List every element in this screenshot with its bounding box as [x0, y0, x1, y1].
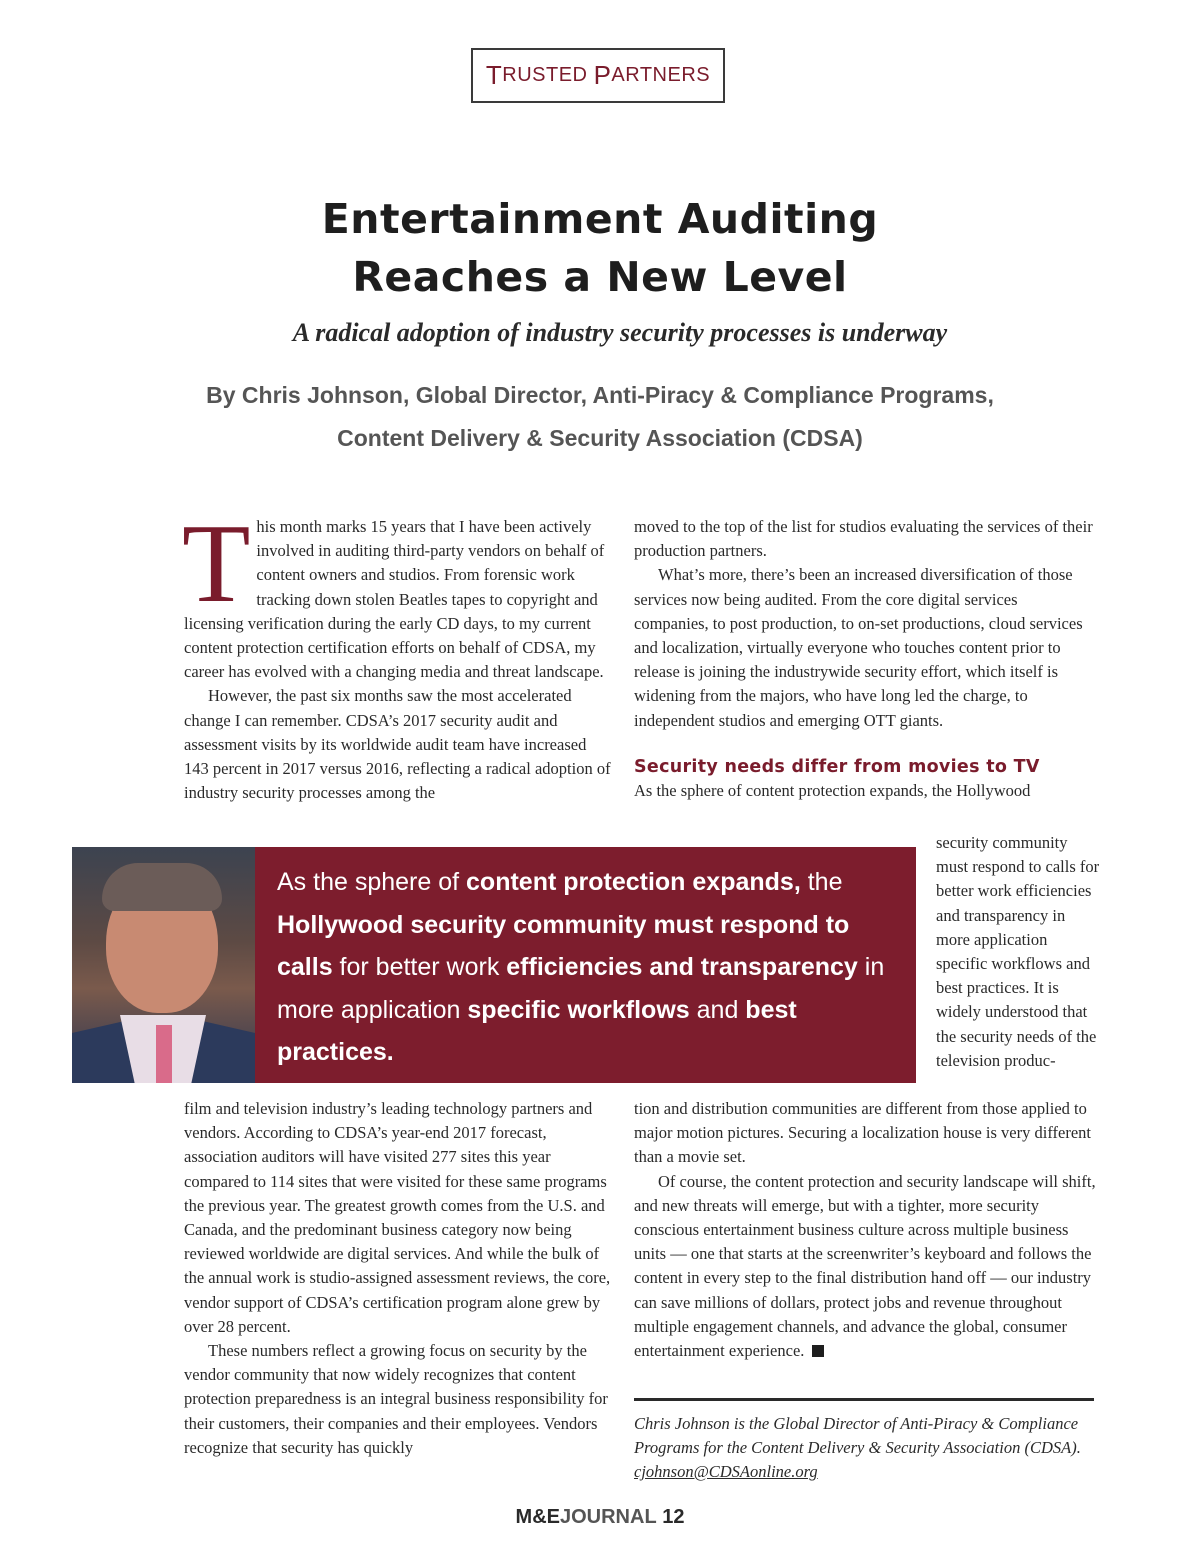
section-tag-word-2: ARTNERS [611, 64, 711, 86]
title-line-2: Reaches a New Level [352, 253, 848, 301]
author-bio [634, 1412, 1104, 1484]
bio-text: Chris Johnson is the Global Director of Anti-Piracy & Compliance Programs for the Content Delivery & Security Association (CDSA). [634, 1414, 1081, 1457]
col2-paragraph-2: What’s more, there’s been an increased diversification of those services now being audited. From the core digital services companies, to post production, to on-set productions, cloud services and localization, virtually everyone who touches content prior to release is joining the industrywide security effort, which itself is widening from the majors, who have long led the charge, to independent studios and emerging OTT giants. [634, 565, 1083, 730]
column-1-bottom [184, 1097, 616, 1460]
footer-journal: JOURNAL [559, 1506, 657, 1528]
col1-paragraph-4: These numbers reflect a growing focus on security by the vendor community that now widely recognizes that content protection preparedness is an integral business responsibility for their customers, their companies and their employees. Vendors recognize that security has quickly [184, 1341, 608, 1457]
column-1-top [182, 502, 612, 805]
footer-brand: M&E [515, 1506, 560, 1528]
byline [100, 374, 1100, 460]
section-subhead: Security needs differ from movies to TV [634, 756, 1040, 777]
byline-line-2: Content Delivery & Security Association (CDSA) [337, 425, 863, 451]
col2-paragraph-5: Of course, the content protection and security landscape will shift, and new threats will emerge, but with a tighter, more security conscious entertainment business culture across multiple business units — one that starts at the screenwriter’s keyboard and follows the content in every step to the final distribution hand off — our industry can save millions of dollars, protect jobs and revenue throughout multiple engagement channels, and advance the global, consumer entertainment experience. [634, 1171, 1096, 1361]
col1-paragraph-3: film and television industry’s leading technology partners and vendors. According to CDSA’s year-end 2017 forecast, association auditors will have visited 277 sites this year compared to 114 sites that were visited for these same programs the previous year. The greatest growth comes from the U.S. and Canada, and the predominant business category now being reviewed worldwide are digital services. And while the bulk of the annual work is studio-assigned assessment reviews, the core, vendor support of CDSA’s certification program alone grew by over 28 percent. [184, 1099, 611, 1336]
pull-quote-box [72, 847, 916, 1083]
end-mark-icon [812, 1345, 824, 1357]
col1-paragraph-1: his month marks 15 years that I have been actively involved in auditing third-party vendors on behalf of content owners and studios. From forensic work tracking down stolen Beatles tapes to copyright and licensing verification during the early CD days, to my current content protection certification efforts on behalf of CDSA, my career has evolved with a changing media and threat landscape. [184, 517, 605, 682]
section-tag-word-1: RUSTED [502, 64, 588, 86]
section-tag-initial-1: T [485, 60, 503, 90]
section-tag [471, 48, 725, 103]
col2-paragraph-1: moved to the top of the list for studios evaluating the services of their production partners. [634, 517, 1093, 561]
column-2-wrap-text: security community must respond to calls for better work efficiencies and transparency in more application specific workflows and best practices. It is widely understood that the security needs of the television produc- [936, 833, 1100, 1070]
pull-quote-text: As the sphere of content protection expands, the Hollywood security community must respond to calls for better work efficiencies and transparency in more application specific workflows and best practices. [277, 868, 885, 1066]
page-footer [0, 1506, 1200, 1529]
title-line-1: Entertainment Auditing [321, 195, 879, 243]
bio-divider [634, 1398, 1094, 1401]
byline-line-1: By Chris Johnson, Global Director, Anti-Piracy & Compliance Programs, [206, 382, 994, 408]
col2-paragraph-3-start: As the sphere of content protection expands, the Hollywood [634, 780, 1031, 800]
bio-email-link[interactable]: cjohnson@CDSAonline.org [634, 1462, 818, 1481]
col2-paragraph-4: tion and distribution communities are different from those applied to major motion pictures. Securing a localization house is very different than a movie set. [634, 1099, 1091, 1167]
section-tag-initial-2: P [593, 60, 612, 90]
author-photo [72, 847, 255, 1083]
drop-cap: T [182, 502, 251, 626]
page-number: 12 [662, 1506, 685, 1528]
column-2-top [634, 515, 1096, 803]
article-subtitle: A radical adoption of industry security processes is underway [292, 318, 948, 347]
article-title [150, 190, 1050, 306]
column-2-bottom [634, 1097, 1096, 1363]
col1-paragraph-2: However, the past six months saw the most accelerated change I can remember. CDSA’s 2017 security audit and assessment visits by its worldwide audit team have increased 143 percent in 2017 versus 2016, reflecting a radical adoption of industry security processes among the [184, 686, 611, 803]
